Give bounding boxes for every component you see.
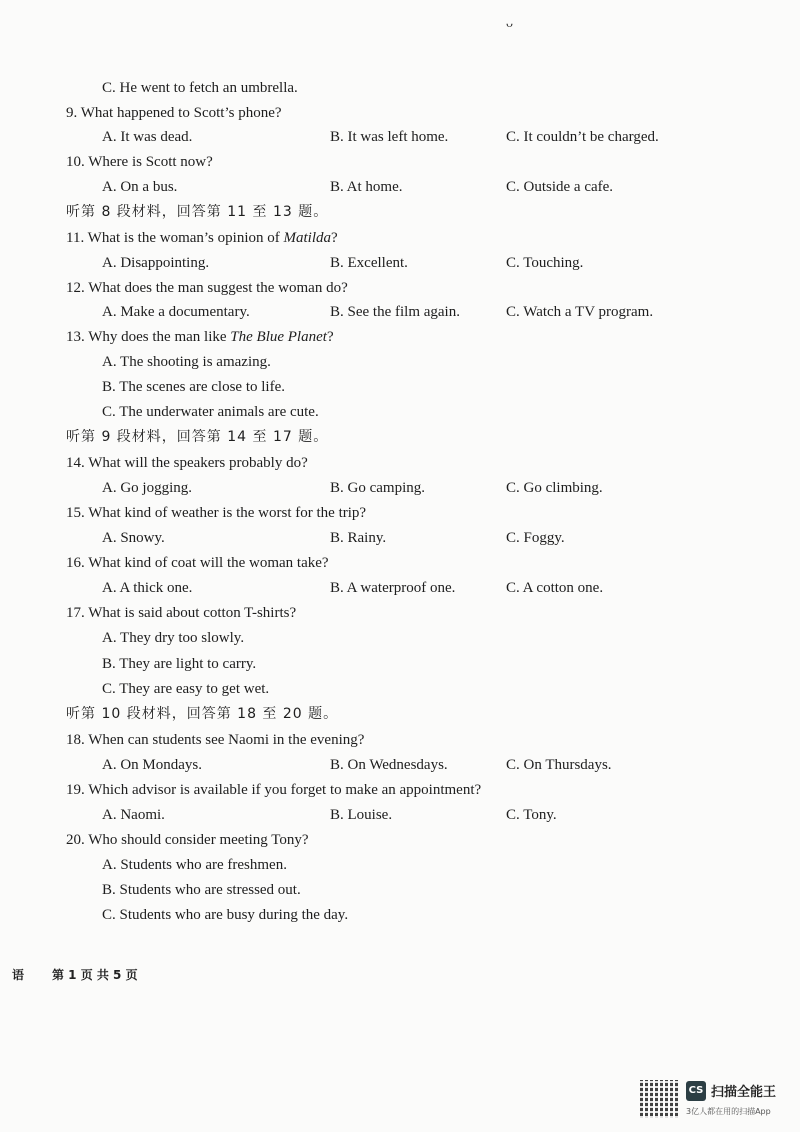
option-c: C. A cotton one. bbox=[506, 580, 604, 596]
option-b: B. Go camping. bbox=[330, 480, 425, 496]
option-a: A. It was dead. bbox=[102, 129, 193, 145]
option-c: C. Tony. bbox=[506, 807, 557, 823]
scan-mark: ᴗ bbox=[506, 16, 513, 31]
option-b: B. It was left home. bbox=[330, 129, 449, 145]
option-b: B. Rainy. bbox=[330, 530, 387, 546]
question-line: 10. Where is Scott now? bbox=[66, 154, 213, 170]
option-c: C. Foggy. bbox=[506, 530, 565, 546]
question-line: 20. Who should consider meeting Tony? bbox=[66, 832, 309, 848]
question-line: 9. What happened to Scott’s phone? bbox=[66, 105, 282, 121]
question-line: 18. When can students see Naomi in the evening? bbox=[66, 732, 365, 748]
option-c: C. Touching. bbox=[506, 255, 584, 271]
option-a: A. On Mondays. bbox=[102, 757, 202, 773]
scanner-app-tagline: 3亿人都在用的扫描App bbox=[686, 1107, 771, 1116]
footer-page-number: 第 1 页 共 5 页 bbox=[52, 968, 138, 982]
title-italic: The Blue Planet bbox=[230, 329, 327, 345]
question-line: 14. What will the speakers probably do? bbox=[66, 455, 308, 471]
question-line: 19. Which advisor is available if you forget to make an appointment? bbox=[66, 782, 482, 798]
option-line: C. The underwater animals are cute. bbox=[102, 404, 319, 420]
question-line: 17. What is said about cotton T-shirts? bbox=[66, 605, 297, 621]
option-c: C. Go climbing. bbox=[506, 480, 603, 496]
question-line bbox=[66, 327, 334, 347]
option-a: A. On a bus. bbox=[102, 179, 178, 195]
question-line: 16. What kind of coat will the woman take? bbox=[66, 555, 329, 571]
question-line bbox=[66, 228, 338, 248]
option-b: B. At home. bbox=[330, 179, 403, 195]
option-line: B. The scenes are close to life. bbox=[102, 379, 285, 395]
option-line: B. Students who are stressed out. bbox=[102, 882, 301, 898]
option-c: C. Watch a TV program. bbox=[506, 304, 654, 320]
question-line: 15. What kind of weather is the worst for the trip? bbox=[66, 505, 367, 521]
option-c: C. On Thursdays. bbox=[506, 757, 612, 773]
section-heading: 听第 8 段材料，回答第 11 至 13 题。 bbox=[66, 204, 329, 220]
question-text: 13. Why does the man like bbox=[66, 329, 231, 345]
option-line: C. He went to fetch an umbrella. bbox=[102, 80, 298, 96]
option-a: A. Go jogging. bbox=[102, 480, 192, 496]
section-heading: 听第 9 段材料，回答第 14 至 17 题。 bbox=[66, 429, 329, 445]
option-b: B. See the film again. bbox=[330, 304, 460, 320]
option-c: C. Outside a cafe. bbox=[506, 179, 614, 195]
option-c: C. It couldn’t be charged. bbox=[506, 129, 659, 145]
option-b: B. Louise. bbox=[330, 807, 393, 823]
option-a: A. Snowy. bbox=[102, 530, 165, 546]
option-a: A. Disappointing. bbox=[102, 255, 210, 271]
option-b: B. A waterproof one. bbox=[330, 580, 456, 596]
camscanner-logo-icon: CS bbox=[686, 1081, 706, 1101]
question-text: 11. What is the woman’s opinion of bbox=[66, 230, 284, 246]
option-a: A. Naomi. bbox=[102, 807, 165, 823]
option-line: B. They are light to carry. bbox=[102, 656, 257, 672]
option-line: C. Students who are busy during the day. bbox=[102, 907, 349, 923]
scanner-app-name: 扫描全能王 bbox=[711, 1085, 777, 1100]
title-italic: Matilda bbox=[283, 230, 331, 246]
option-line: A. The shooting is amazing. bbox=[102, 354, 271, 370]
footer-subject: 语 bbox=[12, 968, 25, 982]
option-a: A. Make a documentary. bbox=[102, 304, 250, 320]
option-line: C. They are easy to get wet. bbox=[102, 681, 270, 697]
option-b: B. Excellent. bbox=[330, 255, 408, 271]
option-b: B. On Wednesdays. bbox=[330, 757, 448, 773]
option-line: A. They dry too slowly. bbox=[102, 630, 245, 646]
question-line: 12. What does the man suggest the woman do? bbox=[66, 280, 348, 296]
question-punct: ? bbox=[326, 329, 334, 345]
option-a: A. A thick one. bbox=[102, 580, 193, 596]
question-punct: ? bbox=[330, 230, 338, 246]
qr-code-icon bbox=[640, 1080, 678, 1118]
option-line: A. Students who are freshmen. bbox=[102, 857, 287, 873]
section-heading: 听第 10 段材料，回答第 18 至 20 题。 bbox=[66, 706, 339, 722]
